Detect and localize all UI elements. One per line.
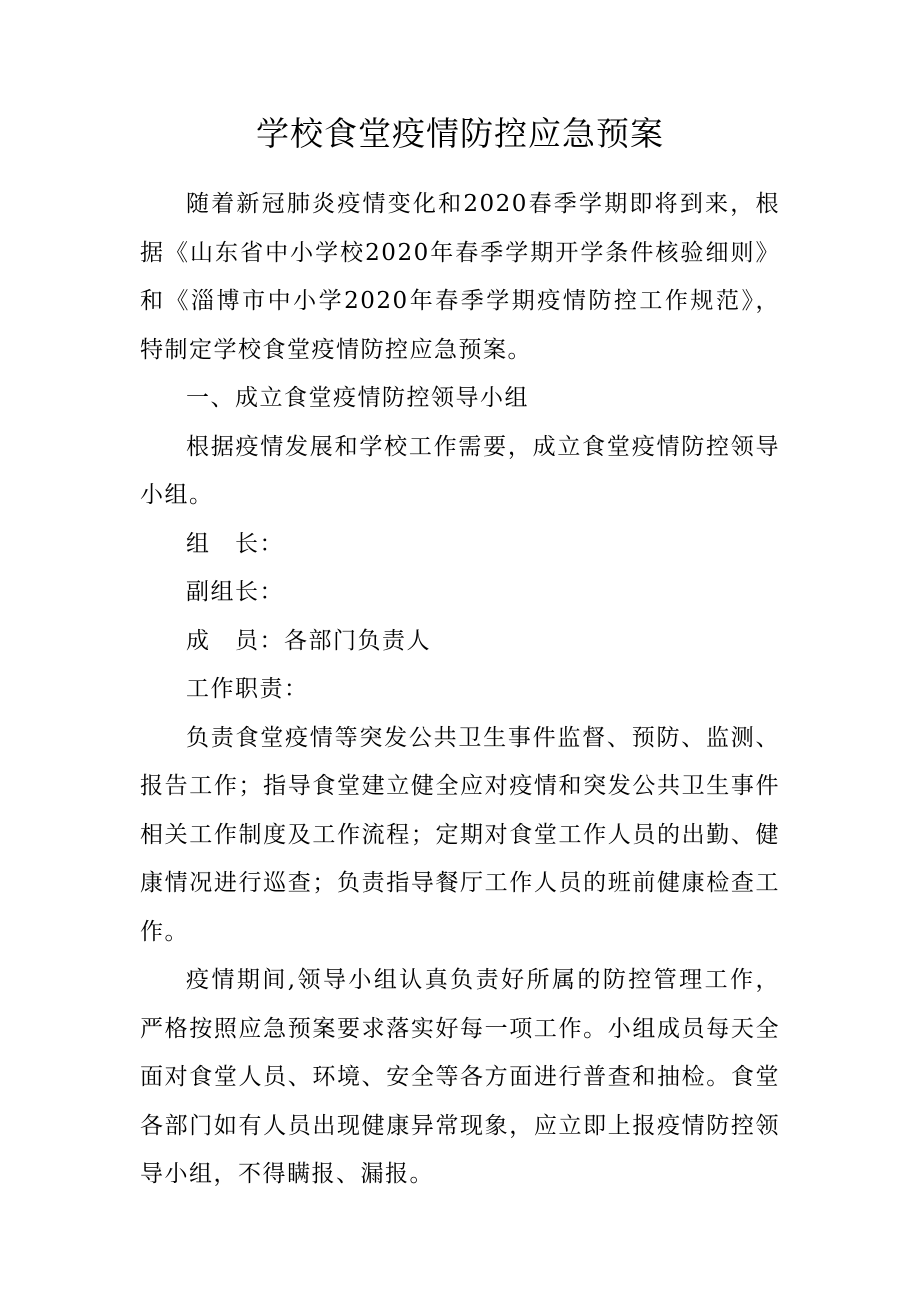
body-paragraph: 根据疫情发展和学校工作需要，成立食堂疫情防控领导小组。 [140,433,780,508]
deputy-leader-line: 副组长： [186,579,284,605]
epidemic-period-paragraph: 疫情期间,领导小组认真负责好所属的防控管理工作，严格按照应急预案要求落实好每一项工作。小组成员每天全面对食堂人员、环境、安全等各方面进行普查和抽检。食堂各部门如有人员出现健康异常现象，应立即上报疫情防控领导小组，不得瞒报、漏报。 [140,967,780,1187]
leader-line: 组 长： [186,530,284,557]
document-title: 学校食堂疫情防控应急预案 [256,114,664,153]
duties-heading: 工作职责： [186,676,309,702]
duties-paragraph: 负责食堂疫情等突发公共卫生事件监督、预防、监测、报告工作；指导食堂建立健全应对疫情和突发公共卫生事件相关工作制度及工作流程；定期对食堂工作人员的出勤、健康情况进行巡查；负责指导餐厅工作人员的班前健康检查工作。 [140,724,780,945]
intro-paragraph: 随着新冠肺炎疫情变化和2020春季学期即将到来，根据《山东省中小学校2020年春季学期开学条件核验细则》和《淄博市中小学2020年春季学期疫情防控工作规范》，特制定学校食堂疫情防控应急预案。 [140,191,780,363]
document-body [140,180,780,1199]
members-line: 成 员：各部门负责人 [186,627,431,654]
section-heading: 一、成立食堂疫情防控领导小组 [186,385,529,411]
